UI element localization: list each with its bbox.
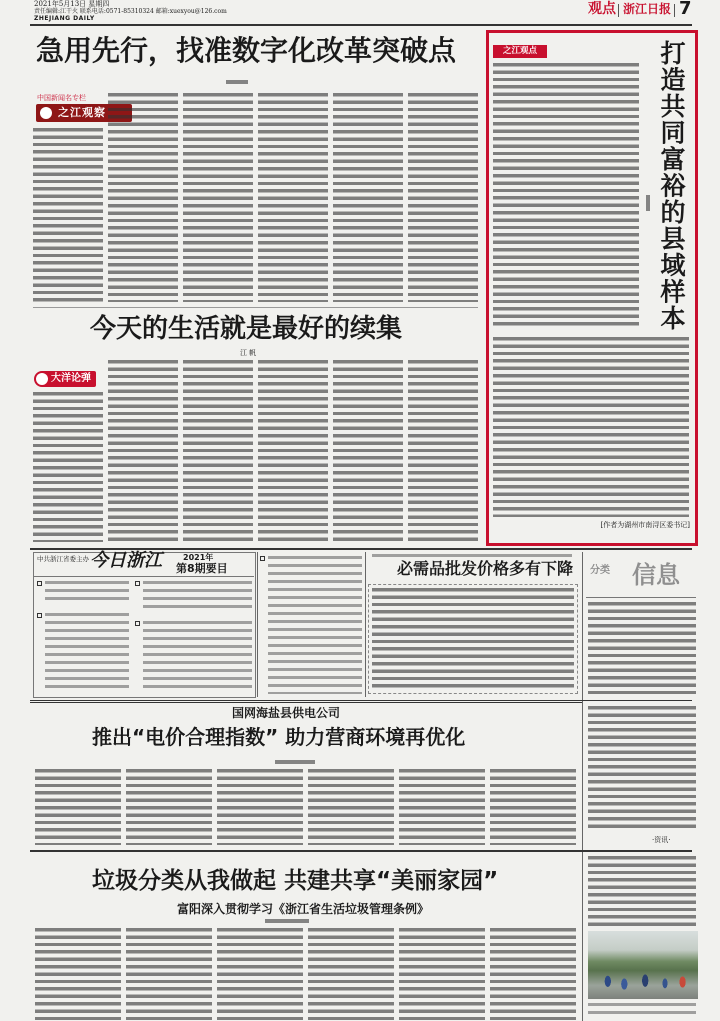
page-number: 7	[679, 0, 692, 19]
column-tag: 中国新闻名专栏	[37, 94, 86, 102]
section-marker	[260, 556, 265, 561]
second-headline: 今天的生活就是最好的续集	[90, 314, 403, 344]
section-label: 观点	[588, 1, 616, 17]
second-byline: 江 帆	[240, 349, 257, 357]
body-text-column	[258, 93, 328, 302]
price-kicker	[372, 554, 572, 557]
body-text-column	[217, 769, 303, 845]
section-marker	[37, 613, 42, 618]
column-divider	[365, 552, 366, 697]
article-divider	[33, 307, 478, 308]
classified-rule	[586, 597, 696, 598]
column-divider	[582, 552, 583, 1021]
garbage-headline: 垃圾分类从我做起 共建共享“美丽家园”	[92, 868, 499, 894]
feature-headline: 打造共同富裕的县域样本	[657, 40, 686, 332]
editor-info: 责任编辑:江干火 联系电话:0571-85310324 邮箱:xuexyou@126.com	[34, 8, 227, 15]
body-text-block	[493, 337, 689, 517]
column-logo-icon	[40, 107, 52, 119]
english-masthead: ZHEJIANG DAILY	[34, 15, 95, 22]
body-text-block	[493, 63, 639, 329]
body-text-column	[333, 360, 403, 542]
body-text-column	[399, 769, 485, 845]
body-text-column	[258, 360, 328, 542]
source-tag: ·资讯·	[652, 836, 671, 844]
power-kicker: 国网海盐县供电公司	[232, 706, 341, 720]
body-text-column	[126, 769, 212, 845]
body-text-column	[490, 769, 576, 845]
power-headline: 推出“电价合理指数” 助力营商环境再优化	[92, 725, 466, 749]
toc-list-column	[143, 621, 252, 693]
column-badge	[34, 371, 96, 387]
body-text-column	[35, 769, 121, 845]
body-text-column	[408, 93, 478, 302]
section-marker	[135, 621, 140, 626]
magazine-issue: 第8期要目	[176, 562, 228, 575]
power-byline	[275, 760, 315, 764]
section-marker	[135, 581, 140, 586]
feature-column-badge: 之江观点	[493, 45, 547, 58]
section-rule	[30, 702, 582, 703]
body-text-column	[126, 928, 212, 1020]
garbage-sorting-photo	[588, 931, 698, 999]
garbage-byline	[265, 919, 309, 923]
body-text-column	[217, 928, 303, 1020]
column-divider	[257, 552, 258, 697]
body-text-block	[372, 588, 574, 690]
classified-label: 分类	[590, 565, 610, 576]
author-note: [作者为湖州市南浔区委书记]	[600, 521, 690, 529]
toc-list-column	[268, 556, 362, 694]
section-marker	[37, 581, 42, 586]
section-rule	[30, 850, 692, 852]
body-text-column	[490, 928, 576, 1020]
toc-list-column	[143, 581, 252, 611]
classified-title: 信息	[632, 561, 680, 589]
body-text-column	[35, 928, 121, 1020]
magazine-title: 今日浙江	[90, 550, 162, 571]
garbage-subheadline: 富阳深入贯彻学习《浙江省生活垃圾管理条例》	[177, 902, 430, 916]
body-text-column	[308, 928, 394, 1020]
toc-list-column	[45, 613, 129, 693]
feature-byline	[646, 195, 650, 211]
body-text-column	[399, 928, 485, 1020]
body-text-column	[408, 360, 478, 542]
magazine-year: 2021年	[183, 553, 214, 562]
body-text-column	[333, 93, 403, 302]
body-text-column	[33, 392, 103, 542]
price-headline: 必需品批发价格多有下降	[397, 559, 574, 578]
body-text-column	[108, 93, 178, 302]
body-text-column	[33, 128, 103, 302]
body-text-block	[588, 856, 696, 926]
section-rule	[30, 700, 692, 701]
header-separator	[618, 4, 619, 17]
toc-list-column	[45, 581, 129, 605]
header-separator	[674, 4, 675, 17]
body-text-block	[588, 602, 696, 696]
lead-headline: 急用先行，找准数字化改革突破点	[36, 34, 457, 67]
body-text-block	[588, 706, 696, 832]
photo-caption	[588, 1003, 696, 1017]
magazine-sponsor: 中共浙江省委主办	[37, 555, 89, 563]
body-text-column	[183, 93, 253, 302]
paper-name: 浙江日报	[623, 2, 672, 16]
speech-bubble-icon	[36, 373, 48, 385]
body-text-column	[108, 360, 178, 542]
body-text-column	[183, 360, 253, 542]
issue-date: 2021年5月13日 星期四	[34, 0, 110, 8]
column-badge-label: 大洋论弹	[51, 373, 91, 384]
lead-byline	[226, 80, 248, 84]
header-rule	[30, 24, 692, 26]
column-badge-label: 之江观察	[58, 106, 106, 119]
body-text-column	[308, 769, 394, 845]
toc-rule	[34, 576, 254, 577]
